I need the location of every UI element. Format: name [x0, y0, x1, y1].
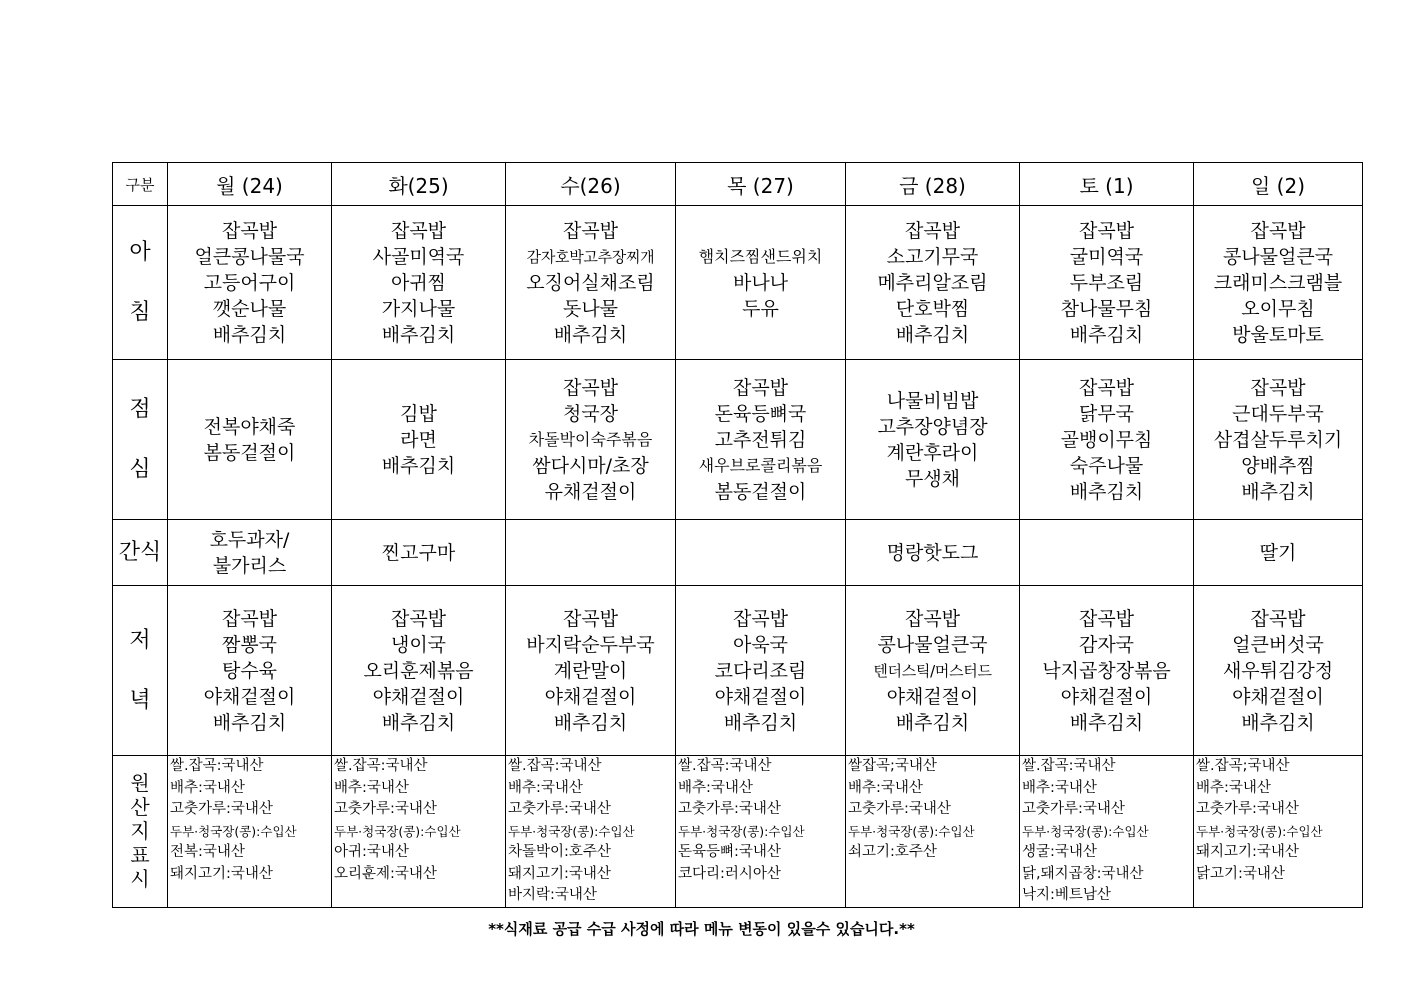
menu-item: 짬뽕국	[221, 633, 278, 656]
dinner-label-char: 저	[129, 627, 151, 653]
origin-item: 고춧가루:국내산	[1196, 801, 1299, 817]
menu-item: 청국장	[562, 402, 619, 425]
day-header-fri: 금 (28)	[846, 163, 1020, 206]
origin-item: 고춧가루:국내산	[508, 801, 611, 817]
menu-item: 김밥	[400, 402, 437, 425]
origin-item: 돼지고기:국내산	[1196, 844, 1299, 860]
origin-item: 배추:국내산	[848, 779, 923, 796]
origin-cell	[676, 756, 846, 908]
origin-label-char: 표	[130, 843, 150, 868]
lunch-cell	[168, 360, 332, 520]
menu-item: 야채겉절이	[203, 685, 296, 708]
dinner-label-char: 녁	[129, 687, 151, 713]
menu-item: 배추김치	[895, 711, 970, 734]
menu-item: 굴미역국	[1069, 245, 1144, 268]
menu-item: 무생채	[904, 467, 961, 490]
menu-item: 잡곡밥	[1250, 607, 1306, 630]
dinner-row	[113, 586, 1363, 756]
origin-item: 코다리:러시아산	[678, 865, 781, 882]
dinner-cell	[846, 586, 1020, 756]
origin-item: 낙지:베트남산	[1022, 887, 1111, 903]
snack-label: 간식	[113, 520, 168, 586]
menu-item: 두유	[742, 297, 779, 320]
origin-item: 배추:국내산	[170, 779, 245, 796]
menu-item: 얼큰버섯국	[1232, 633, 1324, 656]
menu-item: 가지나물	[381, 297, 456, 320]
breakfast-cell	[1194, 206, 1363, 360]
menu-item: 근대두부국	[1232, 402, 1324, 425]
origin-cell	[1194, 756, 1363, 908]
menu-item: 소고기무국	[886, 245, 979, 268]
menu-item: 오징어실채조림	[526, 271, 655, 294]
menu-item: 참나물무침	[1060, 297, 1153, 320]
menu-item: 배추김치	[381, 323, 456, 346]
origin-item: 두부·청국장(콩):수입산	[848, 823, 975, 839]
lunch-cell	[1194, 360, 1363, 520]
origin-item: 생굴:국내산	[1022, 844, 1097, 860]
day-header-sun: 일 (2)	[1194, 163, 1363, 206]
menu-item: 새우브로콜리볶음	[698, 455, 823, 475]
menu-item: 배추김치	[895, 323, 970, 346]
menu-item: 야채겉절이	[372, 685, 465, 708]
day-header-wed: 수(26)	[506, 163, 676, 206]
origin-item: 두부·청국장(콩):수입산	[1022, 823, 1149, 839]
origin-item: 돈육등뼈:국내산	[678, 844, 781, 860]
breakfast-label-char: 침	[129, 299, 151, 325]
lunch-cell	[676, 360, 846, 520]
breakfast-row	[113, 206, 1363, 360]
origin-cell	[846, 756, 1020, 908]
menu-item: 잡곡밥	[390, 219, 447, 242]
breakfast-cell	[168, 206, 332, 360]
lunch-label-char: 점	[129, 396, 151, 422]
breakfast-cell	[506, 206, 676, 360]
lunch-cell	[1020, 360, 1194, 520]
snack-cell	[506, 520, 676, 586]
origin-item: 두부·청국장(콩):수입산	[334, 823, 461, 839]
menu-item: 배추김치	[1069, 480, 1144, 503]
dinner-cell	[1020, 586, 1194, 756]
breakfast-cell	[676, 206, 846, 360]
menu-item: 쌈다시마/초장	[532, 454, 649, 477]
menu-item: 삼겹살두루치기	[1213, 428, 1343, 451]
menu-item: 봄동겉절이	[203, 441, 296, 464]
snack-cell	[168, 520, 332, 586]
lunch-cell	[332, 360, 506, 520]
menu-item: 배추김치	[1069, 711, 1144, 734]
origin-label	[113, 756, 168, 908]
menu-item: 골뱅이무침	[1060, 428, 1153, 451]
day-header-tue: 화(25)	[332, 163, 506, 206]
origin-cell	[506, 756, 676, 908]
origin-item: 두부·청국장(콩):수입산	[678, 823, 805, 839]
menu-item: 잡곡밥	[904, 607, 961, 630]
menu-item: 배추김치	[1241, 480, 1315, 503]
menu-item: 얼큰콩나물국	[194, 245, 305, 268]
menu-item: 메추리알조림	[877, 271, 988, 294]
lunch-cell	[846, 360, 1020, 520]
menu-item: 잡곡밥	[221, 607, 278, 630]
day-header-sat: 토 (1)	[1020, 163, 1194, 206]
menu-item: 잡곡밥	[1250, 219, 1306, 242]
day-header-thu: 목 (27)	[676, 163, 846, 206]
menu-item: 계란말이	[553, 659, 628, 682]
menu-item: 바지락순두부국	[526, 633, 655, 656]
breakfast-label	[113, 206, 168, 360]
origin-item: 고춧가루:국내산	[678, 801, 781, 817]
origin-cell	[168, 756, 332, 908]
menu-item: 야채겉절이	[886, 685, 979, 708]
menu-item: 잡곡밥	[562, 376, 619, 399]
origin-item: 두부·청국장(콩):수입산	[1196, 823, 1323, 839]
menu-item: 두부조림	[1069, 271, 1144, 294]
origin-item: 고춧가루:국내산	[170, 801, 273, 817]
snack-row	[113, 520, 1363, 586]
menu-item: 오이무침	[1241, 297, 1315, 320]
lunch-label-char: 심	[129, 456, 151, 482]
snack-cell	[332, 520, 506, 586]
origin-item: 닭,돼지곱창:국내산	[1022, 865, 1144, 882]
menu-item: 깻순나물	[212, 297, 287, 320]
origin-item: 고춧가루:국내산	[1022, 801, 1125, 817]
lunch-label	[113, 360, 168, 520]
menu-item: 감자호박고추장찌개	[526, 247, 655, 266]
menu-item: 전복야채죽	[203, 415, 296, 438]
menu-item: 잡곡밥	[1078, 376, 1135, 399]
menu-item: 배추김치	[381, 711, 456, 734]
menu-item: 고추장양념장	[877, 415, 988, 438]
menu-item: 콩나물얼큰국	[877, 633, 988, 656]
menu-item: 감자국	[1078, 633, 1135, 656]
menu-item: 딸기	[1259, 541, 1297, 564]
origin-cell	[1020, 756, 1194, 908]
origin-item: 배추:국내산	[1196, 779, 1271, 796]
menu-item: 크래미스크램블	[1213, 271, 1343, 294]
menu-item: 콩나물얼큰국	[1222, 245, 1334, 268]
breakfast-cell	[332, 206, 506, 360]
menu-item: 배추김치	[212, 323, 287, 346]
menu-item: 잡곡밥	[1250, 376, 1306, 399]
menu-item: 아욱국	[732, 633, 789, 656]
menu-item: 야채겉절이	[1232, 685, 1324, 708]
menu-item: 잡곡밥	[732, 607, 789, 630]
breakfast-cell	[1020, 206, 1194, 360]
origin-item: 고춧가루:국내산	[334, 801, 437, 817]
dinner-label	[113, 586, 168, 756]
origin-item: 배추:국내산	[508, 779, 583, 796]
origin-label-char: 시	[130, 867, 150, 892]
dinner-cell	[332, 586, 506, 756]
menu-item: 배추김치	[1069, 323, 1144, 346]
menu-item: 야채겉절이	[714, 685, 807, 708]
corner-label: 구분	[113, 163, 168, 206]
origin-item: 아귀:국내산	[334, 844, 409, 860]
menu-item: 텐더스틱/머스터드	[873, 661, 992, 680]
menu-item: 오리훈제볶음	[363, 659, 474, 682]
menu-item: 코다리조림	[714, 659, 807, 682]
lunch-cell	[506, 360, 676, 520]
origin-item: 쇠고기:호주산	[848, 844, 937, 860]
dinner-cell	[1194, 586, 1363, 756]
breakfast-label-char: 아	[129, 239, 151, 265]
origin-item: 두부·청국장(콩):수입산	[508, 823, 635, 839]
menu-item: 돈육등뼈국	[714, 402, 807, 425]
menu-item: 잡곡밥	[562, 219, 619, 242]
menu-item: 배추김치	[381, 454, 456, 477]
menu-item: 잡곡밥	[732, 376, 789, 399]
menu-item: 유채겉절이	[544, 480, 637, 503]
origin-item: 쌀잡곡;국내산	[848, 758, 937, 774]
menu-item: 라면	[400, 428, 437, 451]
menu-item: 배추김치	[212, 711, 287, 734]
menu-item: 탕수육	[221, 659, 278, 682]
menu-item: 냉이국	[390, 633, 447, 656]
menu-item: 고추전튀김	[714, 428, 807, 451]
dinner-cell	[506, 586, 676, 756]
origin-label-char: 원	[130, 771, 150, 796]
origin-item: 쌀.잡곡:국내산	[508, 758, 602, 774]
dinner-cell	[676, 586, 846, 756]
menu-item: 야채겉절이	[544, 685, 637, 708]
menu-item: 명랑핫도그	[886, 541, 979, 564]
menu-item: 나물비빔밥	[886, 389, 979, 412]
snack-cell	[1020, 520, 1194, 586]
origin-item: 쌀.잡곡:국내산	[678, 758, 772, 774]
origin-item: 배추:국내산	[1022, 779, 1097, 796]
breakfast-cell	[846, 206, 1020, 360]
origin-item: 쌀.잡곡;국내산	[1196, 758, 1290, 774]
menu-item: 아귀찜	[390, 271, 447, 294]
origin-item: 전복:국내산	[170, 844, 245, 860]
menu-item: 방울토마토	[1232, 323, 1324, 346]
origin-row	[113, 756, 1363, 908]
origin-item: 닭고기:국내산	[1196, 865, 1285, 882]
menu-item: 잡곡밥	[1078, 219, 1135, 242]
menu-item: 닭무국	[1078, 402, 1135, 425]
snack-cell	[846, 520, 1020, 586]
menu-item: 차돌박이숙주볶음	[528, 429, 653, 449]
menu-item: 잡곡밥	[562, 607, 619, 630]
menu-item: 찐고구마	[381, 541, 456, 564]
origin-item: 배추:국내산	[334, 779, 409, 796]
origin-item: 바지락:국내산	[508, 887, 597, 903]
origin-item: 돼지고기:국내산	[508, 865, 611, 882]
menu-item: 계란후라이	[886, 441, 979, 464]
menu-item: 돗나물	[562, 297, 619, 320]
menu-item: 잡곡밥	[390, 607, 447, 630]
header-row	[113, 163, 1363, 206]
origin-label-char: 산	[130, 795, 150, 820]
menu-item: 불가리스	[212, 554, 287, 577]
origin-item: 쌀.잡곡:국내산	[170, 758, 264, 774]
menu-item: 양배추찜	[1241, 454, 1315, 477]
menu-item: 잡곡밥	[904, 219, 961, 242]
menu-item: 배추김치	[553, 323, 628, 346]
menu-item: 야채겉절이	[1060, 685, 1153, 708]
menu-item: 낙지곱창장볶음	[1042, 659, 1171, 682]
snack-cell	[676, 520, 846, 586]
day-header-mon: 월 (24)	[168, 163, 332, 206]
origin-label-char: 지	[130, 819, 150, 844]
lunch-row	[113, 360, 1363, 520]
menu-item: 잡곡밥	[221, 219, 278, 242]
footer-notice: **식재료 공급 수급 사정에 따라 메뉴 변동이 있을수 있습니다.**	[488, 920, 915, 938]
menu-item: 숙주나물	[1069, 454, 1144, 477]
origin-item: 돼지고기:국내산	[170, 865, 273, 882]
menu-item: 바나나	[732, 271, 789, 294]
menu-item: 배추김치	[723, 711, 798, 734]
menu-item: 새우튀김강정	[1222, 659, 1334, 682]
menu-item: 고등어구이	[203, 271, 296, 294]
origin-cell	[332, 756, 506, 908]
menu-item: 잡곡밥	[1078, 607, 1135, 630]
snack-cell	[1194, 520, 1363, 586]
menu-item: 단호박찜	[895, 297, 970, 320]
origin-item: 오리훈제:국내산	[334, 865, 437, 882]
origin-item: 배추:국내산	[678, 779, 753, 796]
weekly-menu-table	[112, 162, 1363, 908]
menu-item: 봄동겉절이	[714, 480, 807, 503]
origin-item: 고춧가루:국내산	[848, 801, 951, 817]
menu-item: 호두과자/	[209, 528, 290, 551]
origin-item: 두부·청국장(콩):수입산	[170, 823, 297, 839]
dinner-cell	[168, 586, 332, 756]
menu-item: 배추김치	[1241, 711, 1315, 734]
origin-item: 쌀.잡곡:국내산	[334, 758, 428, 774]
menu-item: 배추김치	[553, 711, 628, 734]
menu-item: 사골미역국	[372, 245, 465, 268]
menu-item: 햄치즈찜샌드위치	[698, 246, 823, 266]
origin-item: 차돌박이:호주산	[508, 844, 611, 860]
origin-item: 쌀.잡곡:국내산	[1022, 758, 1116, 774]
